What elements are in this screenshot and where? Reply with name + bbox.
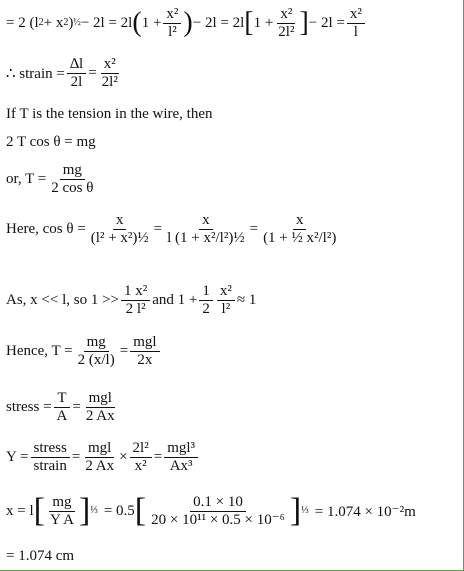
eq1-frac-3: $\frac{\text{x²}}{l}$ [347,6,365,40]
equation-line-2 [6,56,123,90]
stress-frac-1: $\frac{T}{A}$ [54,390,71,424]
eq1-part-e: − 2l = 2l [192,14,245,31]
eq1-frac-1: $\frac{\text{x²}}{\text{l²}}$ [163,6,181,40]
eq1-part-b: + x [43,14,64,31]
eq1-paren-open: ( [132,7,142,38]
eq1-one-plus: 1 + [141,14,162,31]
cos-frac-3: $\frac{x}{\text{(1 + ½ x²/l²)}}$ [263,212,337,246]
equation-line-1: = 2 (l 2 + x 2 ) ½ − 2l = 2l ( 1 + $\frac{\text{x²}}{\text{l²}}$ ) − 2l = 2l [ 1 + $\frac{\text{x²}}{\text{2l²}}$ ] − 2l = $\frac{\text{x²}}{l}$ [6,6,367,40]
young-frac-2: $\frac{\text{mgl}}{2 Ax}$ [85,440,115,474]
eq1-bracket-close: ] [299,7,309,38]
young-frac-3: $\frac{\text{2l²}}{\text{x²}}$ [130,440,152,474]
equation-line-7: As, x << l, so 1 >> $\frac{\text{1 x²}}{\text{2 l²}}$ and 1 + $\frac{1}{2}$ $\frac{\text{x²}}{\text{l²}}$ ≈ 1 [6,283,257,317]
equation-line-8: Hence, T = $\frac{mg}{2 (x/l)}$ = $\frac{\text{mgl}}{2x}$ [6,334,162,368]
x-frac-1: $\frac{mg}{\text{Y A}}$ [49,494,74,528]
equation-line-10: Y = $\frac{\text{stress}}{\text{strain}}$ = $\frac{\text{mgl}}{2 Ax}$ × $\frac{\text{2l²}}{\text{x²}}$ = $\frac{\text{mgl³}}{\text{Ax³}}$ [6,440,200,474]
hence-frac-1: $\frac{mg}{2 (x/l)}$ [77,334,115,368]
hence-frac-2: $\frac{\text{mgl}}{2x}$ [130,334,159,368]
strain-frac-1: $\frac{\Delta l}{2l}$ [67,56,86,90]
equation-line-5: or, T = $\frac{mg}{\text{2 cos θ}}$ [6,162,98,196]
eq1-frac-2: $\frac{\text{x²}}{\text{2l²}}$ [278,6,295,40]
equation-line-6: Here, cos θ = $\frac{x}{\text{(l² + x²)½}}$ = $\frac{x}{\text{l (1 + x²/l²)½}}$ = $\frac{x}{\text{(1 + ½ x²/l²)}}$ [6,212,341,246]
eq1-bracket-open: [ [244,7,254,38]
cos-frac-1: $\frac{x}{\text{(l² + x²)½}}$ [90,212,149,246]
x-frac-2: $\frac{0.1 \times 10}{\text{20 × 10¹¹ × 0.5 × 10⁻⁶}}$ [151,494,285,528]
approx-frac-2: $\frac{1}{2}$ [199,283,213,317]
young-frac-1: $\frac{\text{stress}}{\text{strain}}$ [31,440,70,474]
equation-line-11: x = l [ $\frac{mg}{\text{Y A}}$ ] ⅓ = 0.5 [ $\frac{0.1 \times 10}{\text{20 × 10¹¹ × 0.5 × 10⁻⁶}}$ ] ⅓ = 1.074 × 10⁻²m [6,492,416,529]
strain-label: ∴ strain = [6,65,65,82]
equation-line-4: 2 T cos θ = mg [6,134,96,150]
x-bracket-close: ] [79,492,91,529]
tension-frac: $\frac{mg}{\text{2 cos θ}}$ [51,162,94,196]
eq1-part-f: − 2l = [308,14,345,31]
equation-line-12: = 1.074 cm [6,548,75,564]
text-line-tension: If T is the tension in the wire, then [6,106,213,122]
x-bracket-open: [ [33,492,45,529]
cos-frac-2: $\frac{x}{\text{l (1 + x²/l²)½}}$ [167,212,245,246]
young-frac-4: $\frac{\text{mgl³}}{\text{Ax³}}$ [164,440,198,474]
eq1-paren-close: ) [183,7,193,38]
eq1-part-a: = 2 (l [6,14,39,31]
strain-frac-2: $\frac{\text{x²}}{\text{2l²}}$ [101,56,118,90]
approx-frac-1: $\frac{\text{1 x²}}{\text{2 l²}}$ [121,283,150,317]
eq1-part-d: − 2l = 2l [80,14,133,31]
eq1-part-c: ) [68,14,74,31]
stress-frac-2: $\frac{\text{mgl}}{2 Ax}$ [85,390,115,424]
approx-frac-3: $\frac{\text{x²}}{\text{l²}}$ [217,283,235,317]
equation-line-9: stress = $\frac{T}{A}$ = $\frac{\text{mgl}}{2 Ax}$ [6,390,120,424]
strain-eq: = [88,64,97,81]
